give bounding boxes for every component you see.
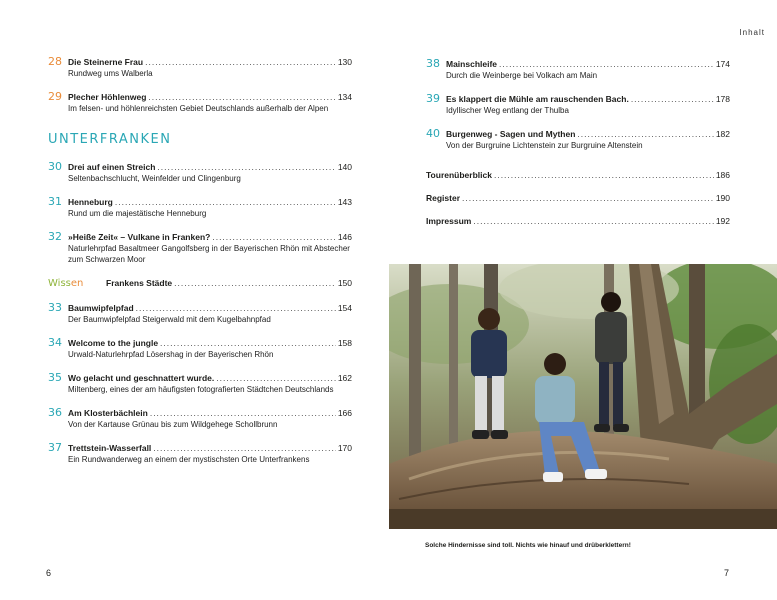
leader-dots [136,302,336,314]
page-number: 162 [337,373,352,383]
extra-title: Impressum [426,216,472,226]
wissen-title: Frankens Städte [106,278,173,288]
running-header: Inhalt [739,28,765,37]
toc-entry-register[interactable] [426,192,730,204]
page-number: 182 [715,129,730,139]
tour-number: 32 [48,230,62,243]
leader-dots [577,128,713,140]
photo-caption: Solche Hindernisse sind toll. Nichts wie hinauf und drüberklettern! [425,542,631,549]
tour-description: Ein Rundwanderweg an einem der mystischsten Orte Unterfrankens [68,455,310,464]
page-number: 192 [715,216,730,226]
page-number: 190 [715,193,730,203]
tour-title: Burgenweg - Sagen und Mythen [446,129,576,139]
toc-entry[interactable] [48,91,352,114]
leader-dots [153,442,336,454]
page-number: 186 [715,170,730,180]
tour-number: 29 [48,90,62,103]
tour-title: Am Klosterbächlein [68,408,148,418]
leader-dots [494,169,714,181]
page-number: 150 [337,278,352,288]
tour-description: Rundweg ums Walberla [68,69,153,78]
page-number: 154 [337,303,352,313]
tour-number: 30 [48,160,62,173]
leader-dots [157,161,335,173]
leader-dots [216,372,336,384]
tour-description: Von der Kartause Grünau bis zum Wildgehege Schollbrunn [68,420,278,429]
toc-entry[interactable] [48,372,352,395]
tour-number: 36 [48,406,62,419]
page-number: 143 [337,197,352,207]
toc-entry[interactable] [48,337,352,360]
page-number: 158 [337,338,352,348]
tour-number: 37 [48,441,62,454]
tour-number: 28 [48,55,62,68]
tour-number: 40 [426,127,440,140]
toc-entry[interactable] [426,128,730,151]
toc-right-column [426,58,730,238]
toc-entry[interactable] [426,58,730,81]
toc-left-column [48,56,352,477]
toc-entry[interactable] [48,196,352,219]
toc-entry[interactable] [426,93,730,116]
leader-dots [160,337,336,349]
region-heading: UNTERFRANKEN [48,132,172,147]
leader-dots [499,58,714,70]
leader-dots [212,231,335,243]
tour-description: Seltenbachschlucht, Weinfelder und Clingenburg [68,174,241,183]
toc-entry[interactable] [48,56,352,79]
tour-title: Henneburg [68,197,113,207]
tour-title: Es klappert die Mühle am rauschenden Bach. [446,94,629,104]
tour-title: Die Steinerne Frau [68,57,144,67]
tour-description: Urwald-Naturlehrpfad Lösershag in der Bayerischen Rhön [68,350,274,359]
tour-description: Im felsen- und höhlenreichsten Gebiet Deutschlands außerhalb der Alpen [68,104,329,113]
page-number-right: 7 [724,568,730,578]
tour-title: Baumwipfelpfad [68,303,134,313]
leader-dots [145,56,336,68]
leader-dots [150,407,336,419]
tour-description: Miltenberg, eines der am häufigsten fotografierten Städtchen Deutschlands [68,385,334,394]
tour-title: Drei auf einen Streich [68,162,156,172]
tour-number: 33 [48,301,62,314]
tour-number: 35 [48,371,62,384]
leader-dots [115,196,336,208]
page-number: 174 [715,59,730,69]
tour-title: »Heiße Zeit« – Vulkane in Franken? [68,232,211,242]
extra-title: Tourenüberblick [426,170,492,180]
tour-description: Der Baumwipfelpfad Steigerwald mit dem Kugelbahnpfad [68,315,271,324]
leader-dots [473,215,713,227]
toc-entry-wissen[interactable] [48,277,352,290]
tour-number: 34 [48,336,62,349]
page-number: 178 [715,94,730,104]
leader-dots [148,91,335,103]
page-number: 170 [337,443,352,453]
tour-title: Wo gelacht und geschnattert wurde. [68,373,215,383]
toc-entry[interactable] [48,302,352,325]
page-number: 134 [337,92,352,102]
page-number: 130 [337,57,352,67]
page-number-left: 6 [46,568,52,578]
tour-title: Plecher Höhlenweg [68,92,147,102]
tour-number: 39 [426,92,440,105]
tour-title: Welcome to the jungle [68,338,159,348]
forest-photo [389,264,777,529]
tour-description: Rund um die majestätische Henneburg [68,209,207,218]
page-number: 166 [337,408,352,418]
tour-number: 31 [48,195,62,208]
wissen-label: Wissen [48,278,84,289]
tour-description: Von der Burgruine Lichtenstein zur Burgruine Altenstein [446,141,643,150]
tour-title: Mainschleife [446,59,498,69]
toc-entry[interactable] [48,231,352,265]
toc-entry[interactable] [48,407,352,430]
leader-dots [462,192,714,204]
leader-dots [631,93,714,105]
toc-entry[interactable] [48,161,352,184]
page-number: 146 [337,232,352,242]
toc-entry-impressum[interactable] [426,215,730,227]
tour-number: 38 [426,57,440,70]
tour-title: Trettstein-Wasserfall [68,443,152,453]
page-number: 140 [337,162,352,172]
tour-description: Idyllischer Weg entlang der Thulba [446,106,569,115]
tour-description: Naturlehrpfad Basaltmeer Gangolfsberg in der Bayerischen Rhön mit Abstecher zum Schwarzen Moor [68,244,350,264]
toc-entry[interactable] [48,442,352,465]
tour-description: Durch die Weinberge bei Volkach am Main [446,71,598,80]
toc-entry-overview[interactable] [426,169,730,181]
extra-title: Register [426,193,461,203]
leader-dots [174,277,336,289]
